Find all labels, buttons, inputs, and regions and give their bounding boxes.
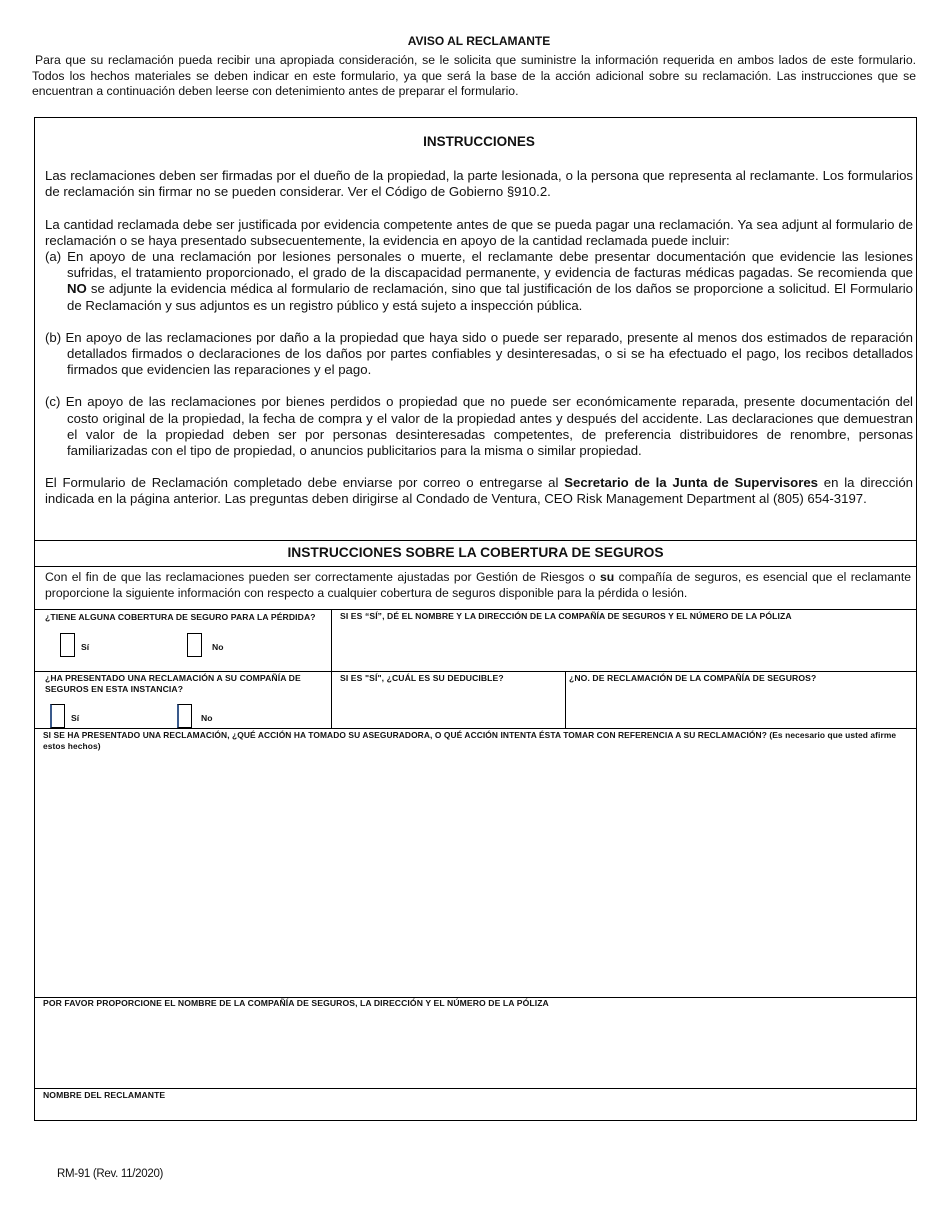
claim-filed-yes-label: Sí (71, 713, 80, 723)
claim-number-field[interactable]: ¿NO. DE RECLAMACIÓN DE LA COMPAÑÍA DE SEGUROS? (569, 673, 817, 683)
deductible-field[interactable]: SI ES "SÍ", ¿CUÁL ES SU DEDUCIBLE? (340, 673, 504, 683)
divider (35, 728, 916, 729)
insurance-title: INSTRUCCIONES SOBRE LA COBERTURA DE SEGUROS (287, 545, 664, 560)
instructions-item-a: (a) En apoyo de una reclamación por lesiones personales o muerte, el reclamante debe presentar documentación que evidencie las lesiones sufridas, el tratamiento proporcionado, el grado de la discapacidad permanente, y evidencia de facturas médicas pagadas. Se recomienda que NO se adjunte la evidencia médica al formulario de reclamación, sino que tal justificación de los daños se proporcione a solicitud. El Formulario de Reclamación y sus adjuntos es un registro público y está sujeto a inspección pública. (45, 249, 913, 313)
coverage-yes-label: Sí (81, 642, 90, 652)
company-name-address-field[interactable]: SI ES “SÍ”, DÉ EL NOMBRE Y LA DIRECCIÓN DE LA COMPAÑÍA DE SEGUROS Y EL NÚMERO DE LA PÓLIZA (340, 611, 792, 621)
claim-filed-yes-checkbox[interactable] (50, 704, 65, 728)
form-id: RM-91 (Rev. 11/2020) (57, 1168, 164, 1180)
coverage-no-label: No (212, 642, 224, 652)
instructions-para-submit: El Formulario de Reclamación completado debe enviarse por correo o entregarse al Secretario de la Junta de Supervisores en la dirección indicada en la página anterior. Las preguntas deben dirigirse al Condado de Ventura, CEO Risk Management Department al (805) 654-3197. (45, 475, 913, 507)
divider (331, 609, 332, 728)
divider (35, 566, 916, 567)
claim-filed-no-checkbox[interactable] (177, 704, 192, 728)
claimant-name-field[interactable]: NOMBRE DEL RECLAMANTE (43, 1090, 166, 1100)
divider (35, 540, 916, 541)
divider (35, 1088, 916, 1089)
notice-title: AVISO AL RECLAMANTE (407, 34, 551, 48)
instructions-para-signature: Las reclamaciones deben ser firmadas por el dueño de la propiedad, la parte lesionada, o la persona que representa al reclamante. Los formularios de reclamación sin firmar no se pueden considerar. Ver el Código de Gobierno §910.2. (45, 168, 913, 200)
claim-filed-no-label: No (201, 713, 213, 723)
divider (35, 671, 916, 672)
insurer-action-field[interactable]: SI SE HA PRESENTADO UNA RECLAMACIÓN, ¿QUÉ ACCIÓN HA TOMADO SU ASEGURADORA, O QUÉ ACCIÓN INTENTA ÉSTA TOMAR CON REFERENCIA A SU RECLAMACIÓN? (Es necesario que usted afirme estos hechos) (43, 730, 897, 751)
instructions-item-b: (b) En apoyo de las reclamaciones por daño a la propiedad que haya sido o puede ser reparado, presente al menos dos estimados de reparación detallados firmados o declaraciones de los daños por partes confiables y desinteresadas, o si se ha efectuado el pago, los recibos detallados firmados que evidencien las reparaciones y el pago. (45, 329, 913, 378)
coverage-yes-checkbox[interactable] (60, 633, 75, 657)
instructions-title: INSTRUCCIONES (423, 134, 535, 149)
divider (565, 671, 566, 728)
divider (35, 609, 916, 610)
notice-body: Para que su reclamación pueda recibir una apropiada consideración, se le solicita que suministre la información requerida en ambos lados de este formulario. Todos los hechos materiales se deben indicar en este formulario, ya que será la base de la acción adicional sobre su reclamación. Las instrucciones que se encuentran a continuación deben leerse con detenimiento antes de preparar el formulario. (32, 53, 916, 98)
insurer-details-field[interactable]: POR FAVOR PROPORCIONE EL NOMBRE DE LA COMPAÑÍA DE SEGUROS, LA DIRECCIÓN Y EL NÚMERO DE LA PÓLIZA (43, 998, 549, 1008)
instructions-item-c: (c) En apoyo de las reclamaciones por bienes perdidos o propiedad que no puede ser económicamente reparada, presente documentación del costo original de la propiedad, la fecha de compra y el valor de la propiedad antes y después del accidente. Las declaraciones que demuestran el valor de la propiedad deben ser por personas desinteresadas competentes, de preferencia distribuidores de renombre, personas familiarizadas con el tipo de propiedad, o anuncios publicitarios para la misma o similar propiedad. (45, 394, 913, 459)
coverage-no-checkbox[interactable] (187, 633, 202, 657)
coverage-question: ¿TIENE ALGUNA COBERTURA DE SEGURO PARA LA PÉRDIDA? (45, 612, 316, 622)
instructions-box (34, 117, 917, 1121)
instructions-para-evidence: La cantidad reclamada debe ser justificada por evidencia competente antes de que se pueda pagar una reclamación. Ya sea adjunt al formulario de reclamación o se haya presentado subsecuentemente, la evidencia en apoyo de la cantidad reclamada puede incluir: (45, 216, 913, 248)
claim-filed-question: ¿HA PRESENTADO UNA RECLAMACIÓN A SU COMPAÑÍA DE SEGUROS EN ESTA INSTANCIA? (45, 673, 301, 694)
insurance-intro: Con el fin de que las reclamaciones pueden ser correctamente ajustadas por Gestión de Riesgos o su compañía de seguros, es esencial que el reclamante proporcione la siguiente información con respecto a cualquier cobertura de seguros disponible para la pérdida o lesión. (45, 570, 911, 600)
instructions-section (45, 118, 913, 508)
